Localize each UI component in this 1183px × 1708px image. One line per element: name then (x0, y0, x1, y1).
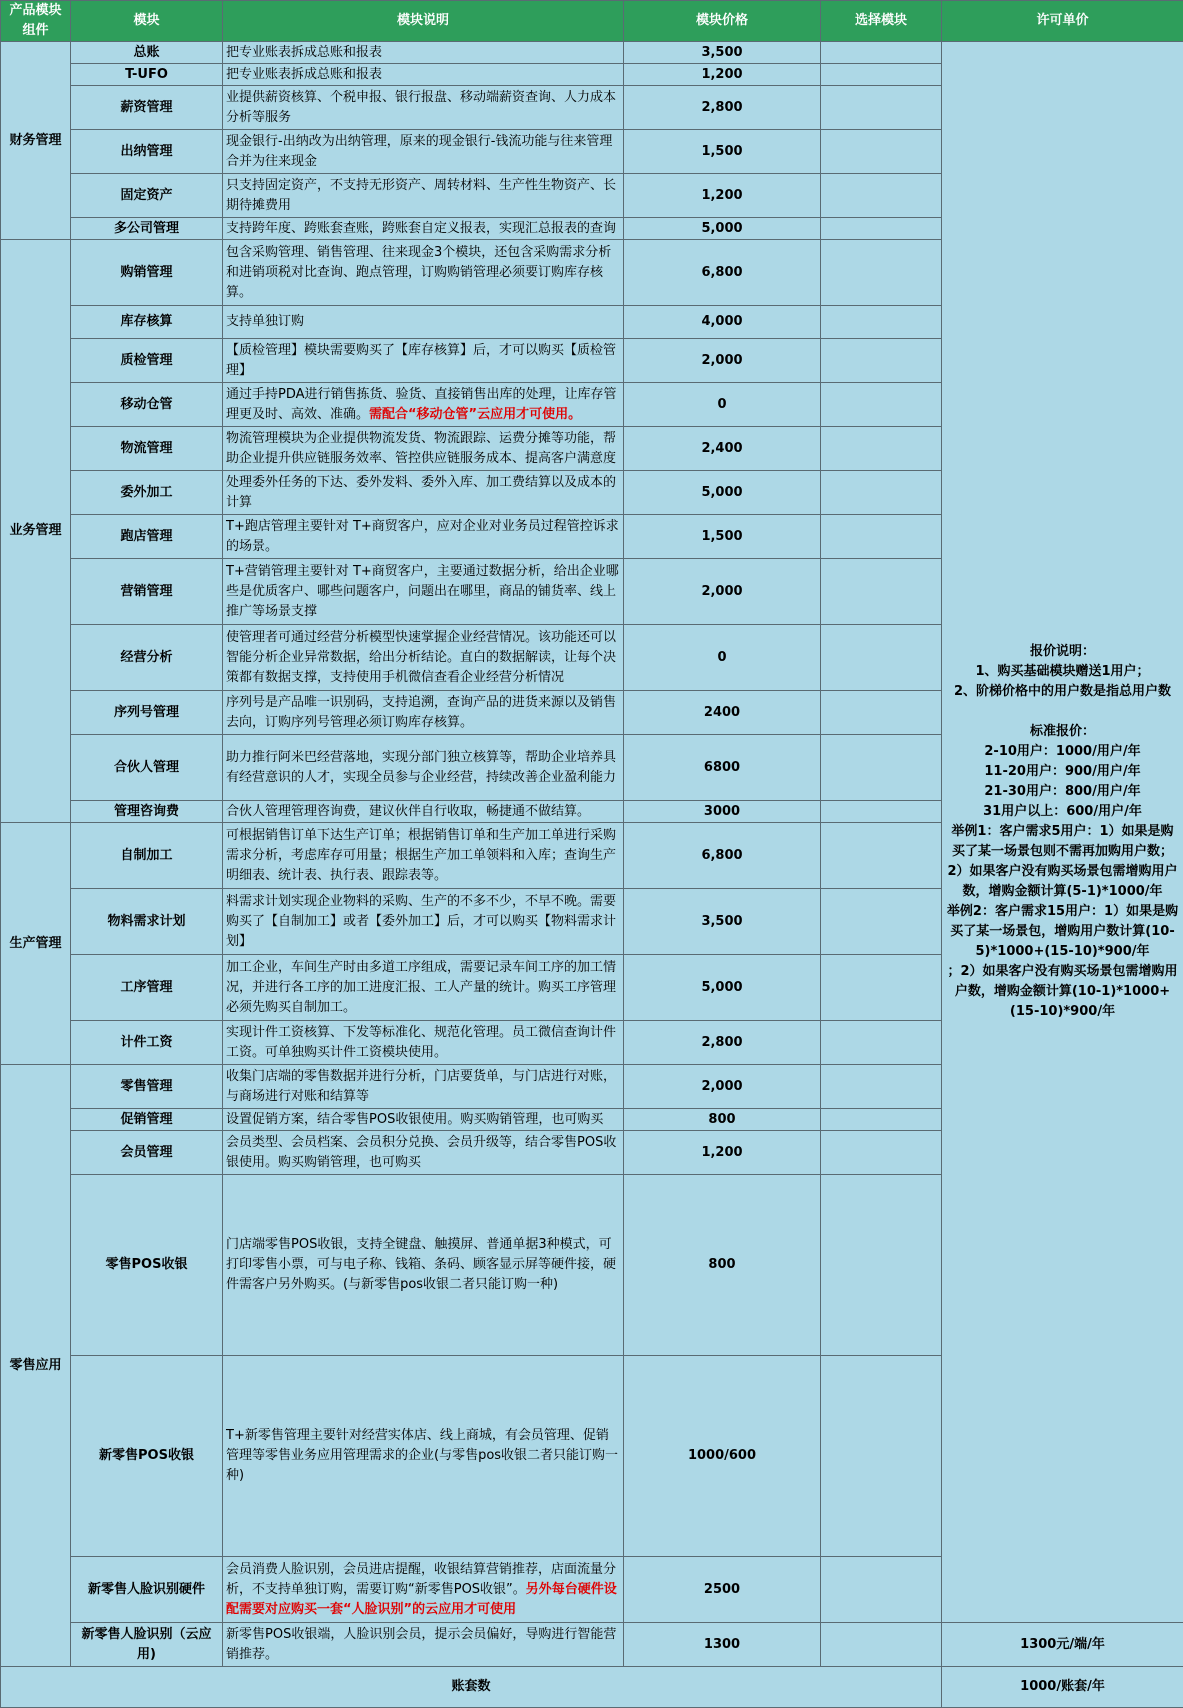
module-price: 2,000 (624, 559, 821, 625)
module-price: 5,000 (624, 218, 821, 240)
module-description: 新零售POS收银端，人脸识别会员，提示会员偏好，导购进行智能营销推荐。 (223, 1623, 624, 1667)
module-name: 新零售人脸识别硬件 (71, 1557, 223, 1623)
module-name: 管理咨询费 (71, 801, 223, 823)
module-description: T+跑店管理主要针对 T+商贸客户，应对企业对业务员过程管控诉求的场景。 (223, 515, 624, 559)
module-name: 新零售POS收银 (71, 1356, 223, 1557)
module-price: 1,200 (624, 1131, 821, 1175)
select-cell[interactable] (821, 889, 942, 955)
select-cell[interactable] (821, 515, 942, 559)
module-name: 促销管理 (71, 1109, 223, 1131)
module-description: 加工企业，车间生产时由多道工序组成，需要记录车间工序的加工情况，并进行各工序的加工进度汇报、工人产量的统计。购买工序管理必须先购买自制加工。 (223, 955, 624, 1021)
module-description: 通过手持PDA进行销售拣货、验货、直接销售出库的处理，让库存管理更及时、高效、准确。需配合“移动仓管”云应用才可使用。 (223, 383, 624, 427)
module-name: 计件工资 (71, 1021, 223, 1065)
module-name: 固定资产 (71, 174, 223, 218)
select-cell[interactable] (821, 64, 942, 86)
select-cell[interactable] (821, 1356, 942, 1557)
select-cell[interactable] (821, 86, 942, 130)
module-price: 1,500 (624, 130, 821, 174)
module-price: 6,800 (624, 240, 821, 306)
select-cell[interactable] (821, 130, 942, 174)
select-cell[interactable] (821, 306, 942, 339)
select-cell[interactable] (821, 625, 942, 691)
select-cell[interactable] (821, 339, 942, 383)
module-price: 2,000 (624, 339, 821, 383)
module-price: 2,800 (624, 1021, 821, 1065)
module-description: T+新零售管理主要针对经营实体店、线上商城，有会员管理、促销管理等零售业务应用管理需求的企业(与零售pos收银二者只能订购一种) (223, 1356, 624, 1557)
module-price: 1,200 (624, 174, 821, 218)
category-finance: 财务管理 (1, 42, 71, 240)
module-price: 5,000 (624, 471, 821, 515)
module-description: 使管理者可通过经营分析模型快速掌握企业经营情况。该功能还可以智能分析企业异常数据，给出分析结论。直白的数据解读，让每个决策都有数据支撑，支持使用手机微信查看企业经营分析情况 (223, 625, 624, 691)
module-price: 1,200 (624, 64, 821, 86)
header-price: 模块价格 (624, 1, 821, 42)
module-name: 合伙人管理 (71, 735, 223, 801)
module-description: 现金银行-出纳改为出纳管理，原来的现金银行-钱流功能与往来管理合并为往来现金 (223, 130, 624, 174)
module-description: 业提供薪资核算、个税申报、银行报盘、移动端薪资查询、人力成本分析等服务 (223, 86, 624, 130)
module-description: 支持跨年度、跨账套查账，跨账套自定义报表，实现汇总报表的查询 (223, 218, 624, 240)
module-price: 5,000 (624, 955, 821, 1021)
module-description: 序列号是产品唯一识别码，支持追溯，查询产品的进货来源以及销售去向，订购序列号管理必须订购库存核算。 (223, 691, 624, 735)
module-price: 1,500 (624, 515, 821, 559)
category-production: 生产管理 (1, 823, 71, 1065)
module-name: 跑店管理 (71, 515, 223, 559)
module-name: 库存核算 (71, 306, 223, 339)
category-business: 业务管理 (1, 240, 71, 823)
module-name: 会员管理 (71, 1131, 223, 1175)
module-name: 物流管理 (71, 427, 223, 471)
module-description: 【质检管理】模块需要购买了【库存核算】后，才可以购买【质检管理】 (223, 339, 624, 383)
module-name: 移动仓管 (71, 383, 223, 427)
module-description: 设置促销方案，结合零售POS收银使用。购买购销管理，也可购买 (223, 1109, 624, 1131)
select-cell[interactable] (821, 955, 942, 1021)
module-description: 物流管理模块为企业提供物流发货、物流跟踪、运费分摊等功能，帮助企业提升供应链服务效率、管控供应链服务成本、提高客户满意度 (223, 427, 624, 471)
license-face-cloud: 1300元/端/年 (942, 1623, 1183, 1667)
module-name: 经营分析 (71, 625, 223, 691)
header-description: 模块说明 (223, 1, 624, 42)
module-name: T-UFO (71, 64, 223, 86)
header-license: 许可单价 (942, 1, 1183, 42)
module-price: 2,000 (624, 1065, 821, 1109)
module-price: 6,800 (624, 823, 821, 889)
module-description: 合伙人管理管理咨询费，建议伙伴自行收取，畅捷通不做结算。 (223, 801, 624, 823)
module-price: 2,800 (624, 86, 821, 130)
license-notes: 报价说明： 1、购买基础模块赠送1用户； 2、阶梯价格中的用户数是指总用户数 标准报价： 2-10用户：1000/用户/年 11-20用户：900/用户/年 21-30用户：800/用户/年 31用户以上：600/用户/年 举例1：客户需求5用户：1）如果是购买了某一场景包则不需再加购用户数；2）如果客户没有购买场景包需增购用户数，增购金额计算(5-1)*1000/年 举例2：客户需求15用户：1）如果是购买了某一场景包，增购用户数计算(10-5)*1000+(15-10)*900/年 ；2）如果客户没有购买场景包需增购用户数，增购金额计算(10-1)*1000+(15-10)*900/年 (942, 42, 1183, 1623)
select-cell[interactable] (821, 174, 942, 218)
select-cell[interactable] (821, 240, 942, 306)
select-cell[interactable] (821, 42, 942, 64)
select-cell[interactable] (821, 1021, 942, 1065)
select-cell[interactable] (821, 427, 942, 471)
module-name: 零售管理 (71, 1065, 223, 1109)
module-description: 支持单独订购 (223, 306, 624, 339)
select-cell[interactable] (821, 691, 942, 735)
module-description: 把专业账表拆成总账和报表 (223, 42, 624, 64)
header-module: 模块 (71, 1, 223, 42)
module-name: 物料需求计划 (71, 889, 223, 955)
module-description: 把专业账表拆成总账和报表 (223, 64, 624, 86)
module-price: 2500 (624, 1557, 821, 1623)
module-name: 新零售人脸识别（云应用) (71, 1623, 223, 1667)
module-name: 购销管理 (71, 240, 223, 306)
select-cell[interactable] (821, 559, 942, 625)
module-name: 质检管理 (71, 339, 223, 383)
module-name: 出纳管理 (71, 130, 223, 174)
header-category: 产品模块组件 (1, 1, 71, 42)
module-name: 薪资管理 (71, 86, 223, 130)
module-price: 1300 (624, 1623, 821, 1667)
module-price: 800 (624, 1175, 821, 1356)
module-name: 总账 (71, 42, 223, 64)
select-cell[interactable] (821, 1175, 942, 1356)
accounts-label: 账套数 (1, 1667, 942, 1708)
select-cell[interactable] (821, 735, 942, 801)
module-description: 处理委外任务的下达、委外发料、委外入库、加工费结算以及成本的计算 (223, 471, 624, 515)
module-description: 门店端零售POS收银，支持全键盘、触摸屏、普通单据3种模式，可打印零售小票，可与电子称、钱箱、条码、顾客显示屏等硬件接，硬件需客户另外购买。(与新零售pos收银二者只能订购一种) (223, 1175, 624, 1356)
module-description: 会员消费人脸识别，会员进店提醒，收银结算营销推荐，店面流量分析，不支持单独订购，需要订购“新零售POS收银”。另外每台硬件设配需要对应购买一套“人脸识别”的云应用才可使用 (223, 1557, 624, 1623)
select-cell[interactable] (821, 1109, 942, 1131)
module-name: 序列号管理 (71, 691, 223, 735)
select-cell[interactable] (821, 1557, 942, 1623)
module-price: 1000/600 (624, 1356, 821, 1557)
select-cell[interactable] (821, 1131, 942, 1175)
module-description: 包含采购管理、销售管理、往来现金3个模块，还包含采购需求分析和进销项税对比查询、跑点管理，订购购销管理必须要订购库存核算。 (223, 240, 624, 306)
module-note-red: 需配合“移动仓管”云应用才可使用。 (369, 407, 581, 422)
module-description: 会员类型、会员档案、会员积分兑换、会员升级等，结合零售POS收银使用。购买购销管理，也可购买 (223, 1131, 624, 1175)
module-price: 3000 (624, 801, 821, 823)
module-name: 营销管理 (71, 559, 223, 625)
module-price: 3,500 (624, 889, 821, 955)
module-price: 4,000 (624, 306, 821, 339)
module-description: 料需求计划实现企业物料的采购、生产的不多不少，不早不晚。需要购买了【自制加工】或者【委外加工】后，才可以购买【物料需求计划】 (223, 889, 624, 955)
module-note-red: 另外每台硬件设配需要对应购买一套“人脸识别”的云应用才可使用 (226, 1582, 617, 1617)
module-description: T+营销管理主要针对 T+商贸客户，主要通过数据分析，给出企业哪些是优质客户、哪些问题客户，问题出在哪里，商品的铺货率、线上推广等场景支撑 (223, 559, 624, 625)
module-description: 助力推行阿米巴经营落地，实现分部门独立核算等，帮助企业培养具有经营意识的人才，实现全员参与企业经营，持续改善企业盈利能力 (223, 735, 624, 801)
module-description: 只支持固定资产，不支持无形资产、周转材料、生产性生物资产、长期待摊费用 (223, 174, 624, 218)
module-description: 可根据销售订单下达生产订单；根据销售订单和生产加工单进行采购需求分析，考虑库存可用量；根据生产加工单领料和入库；查询生产明细表、统计表、执行表、跟踪表等。 (223, 823, 624, 889)
select-cell[interactable] (821, 218, 942, 240)
category-retail: 零售应用 (1, 1065, 71, 1667)
license-accounts: 1000/账套/年 (942, 1667, 1183, 1708)
module-price: 6800 (624, 735, 821, 801)
module-name: 多公司管理 (71, 218, 223, 240)
select-cell[interactable] (821, 1623, 942, 1667)
module-price: 0 (624, 625, 821, 691)
module-name: 委外加工 (71, 471, 223, 515)
module-name: 零售POS收银 (71, 1175, 223, 1356)
module-price: 800 (624, 1109, 821, 1131)
module-price: 3,500 (624, 42, 821, 64)
select-cell[interactable] (821, 383, 942, 427)
module-name: 工序管理 (71, 955, 223, 1021)
select-cell[interactable] (821, 471, 942, 515)
module-description: 收集门店端的零售数据并进行分析，门店要货单，与门店进行对账，与商场进行对账和结算等 (223, 1065, 624, 1109)
select-cell[interactable] (821, 801, 942, 823)
module-price: 2,400 (624, 427, 821, 471)
module-name: 自制加工 (71, 823, 223, 889)
module-description: 实现计件工资核算、下发等标准化、规范化管理。员工微信查询计件工资。可单独购买计件工资模块使用。 (223, 1021, 624, 1065)
module-price: 2400 (624, 691, 821, 735)
select-cell[interactable] (821, 1065, 942, 1109)
select-cell[interactable] (821, 823, 942, 889)
module-price: 0 (624, 383, 821, 427)
header-select: 选择模块 (821, 1, 942, 42)
